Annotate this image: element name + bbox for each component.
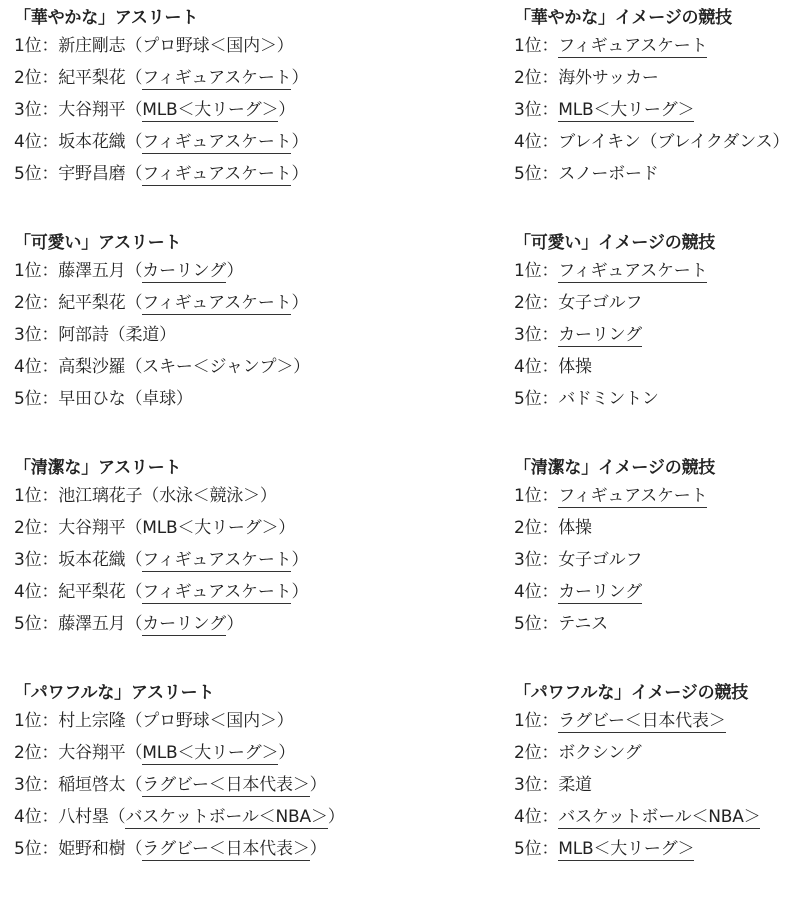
rank-suffix: 位 <box>24 518 42 538</box>
athlete-name: 阿部詩 <box>58 325 109 345</box>
sport-link[interactable]: ラグビー＜日本代表＞ <box>142 775 310 795</box>
rank-separator: ： <box>41 582 59 602</box>
rank-suffix: 位 <box>24 357 42 377</box>
rank-separator: ： <box>541 293 559 313</box>
sport-link[interactable]: フィギュアスケート <box>558 261 708 281</box>
rank-separator: ： <box>541 389 559 409</box>
close-paren: ） <box>293 357 310 377</box>
open-paren: （ <box>125 743 143 763</box>
athlete-name: 大谷翔平 <box>58 743 126 763</box>
ranking-section <box>14 681 494 906</box>
sport-link[interactable]: ラグビー＜日本代表＞ <box>142 839 310 859</box>
rank-row <box>14 544 494 576</box>
rank-separator: ： <box>541 807 559 827</box>
rank-row <box>14 512 494 544</box>
rank-suffix: 位 <box>524 293 542 313</box>
rank-row <box>514 769 802 801</box>
rank-number: 3 <box>14 550 25 570</box>
sport-link[interactable]: ラグビー＜日本代表＞ <box>558 711 726 731</box>
rank-number: 4 <box>514 132 525 152</box>
rank-number: 3 <box>514 775 525 795</box>
rank-suffix: 位 <box>524 357 542 377</box>
close-paren: ） <box>159 325 176 345</box>
athlete-name: 藤澤五月 <box>58 261 126 281</box>
athlete-name: 宇野昌磨 <box>58 164 126 184</box>
sport-name: 女子ゴルフ <box>558 293 643 313</box>
rank-number: 4 <box>514 357 525 377</box>
rank-separator: ： <box>41 357 59 377</box>
open-paren: （ <box>125 775 143 795</box>
sport-name: 体操 <box>558 357 592 377</box>
close-paren: ） <box>276 36 294 56</box>
athlete-name: 坂本花織 <box>58 550 126 570</box>
rank-separator: ： <box>541 775 559 795</box>
rank-row <box>514 544 802 576</box>
sport-link[interactable]: フィギュアスケート <box>142 582 292 602</box>
rank-row <box>14 287 494 319</box>
sport-link[interactable]: フィギュアスケート <box>142 550 292 570</box>
rank-number: 2 <box>14 68 25 88</box>
open-paren: （ <box>125 389 143 409</box>
rank-row <box>14 351 494 383</box>
rank-row <box>14 319 494 351</box>
rank-number: 2 <box>14 293 25 313</box>
sport-link[interactable]: バスケットボール＜NBA＞ <box>125 807 328 827</box>
rank-suffix: 位 <box>24 164 42 184</box>
rank-row <box>14 480 494 512</box>
athlete-name: 高梨沙羅 <box>58 357 126 377</box>
rank-separator: ： <box>541 614 559 634</box>
sport-link[interactable]: フィギュアスケート <box>142 68 292 88</box>
rank-separator: ： <box>541 132 559 152</box>
rank-row <box>514 30 802 62</box>
athlete-name: 新庄剛志 <box>58 36 126 56</box>
rank-suffix: 位 <box>524 389 542 409</box>
rank-row <box>514 383 802 415</box>
athlete-name: 紀平梨花 <box>58 68 126 88</box>
rank-number: 5 <box>14 389 25 409</box>
ranking-section <box>14 231 494 456</box>
sport-rankings-column <box>514 6 802 906</box>
rank-row <box>514 608 802 640</box>
open-paren: （ <box>108 807 126 827</box>
rank-row <box>14 576 494 608</box>
rank-number: 5 <box>514 389 525 409</box>
open-paren: （ <box>125 68 143 88</box>
sport-name: 体操 <box>558 518 592 538</box>
rank-separator: ： <box>41 486 59 506</box>
rank-number: 2 <box>514 518 525 538</box>
rank-number: 4 <box>14 357 25 377</box>
open-paren: （ <box>125 164 143 184</box>
open-paren: （ <box>125 614 143 634</box>
rank-number: 4 <box>514 807 525 827</box>
rank-number: 5 <box>14 164 25 184</box>
rank-suffix: 位 <box>24 293 42 313</box>
section-title: 「可愛い」イメージの競技 <box>514 233 716 253</box>
open-paren: （ <box>125 36 143 56</box>
rank-separator: ： <box>41 614 59 634</box>
close-paren: ） <box>291 550 309 570</box>
sport-link[interactable]: カーリング <box>142 261 227 281</box>
rank-row <box>514 512 802 544</box>
rank-number: 3 <box>14 100 25 120</box>
rank-number: 2 <box>14 743 25 763</box>
sport-name: スキー＜ジャンプ＞ <box>142 357 294 377</box>
rank-number: 1 <box>14 36 25 56</box>
sport-link[interactable]: フィギュアスケート <box>142 132 292 152</box>
rank-row <box>14 608 494 640</box>
rank-row <box>14 94 494 126</box>
rank-row <box>514 480 802 512</box>
rank-row <box>14 705 494 737</box>
rank-number: 1 <box>14 261 25 281</box>
rank-separator: ： <box>41 293 59 313</box>
rank-row <box>514 576 802 608</box>
rank-number: 5 <box>14 614 25 634</box>
open-paren: （ <box>125 261 143 281</box>
rank-row <box>514 94 802 126</box>
rank-suffix: 位 <box>24 261 42 281</box>
rank-separator: ： <box>541 743 559 763</box>
rank-suffix: 位 <box>524 711 542 731</box>
open-paren: （ <box>108 325 126 345</box>
close-paren: ） <box>226 261 244 281</box>
rank-separator: ： <box>541 100 559 120</box>
rank-suffix: 位 <box>524 807 542 827</box>
rank-number: 2 <box>514 68 525 88</box>
rank-row <box>14 62 494 94</box>
close-paren: ） <box>309 839 327 859</box>
rank-number: 3 <box>14 775 25 795</box>
rank-number: 5 <box>514 839 525 859</box>
rank-row <box>14 255 494 287</box>
rank-number: 3 <box>14 325 25 345</box>
sport-name: ボクシング <box>558 743 642 763</box>
rank-number: 1 <box>514 486 525 506</box>
rank-separator: ： <box>41 839 59 859</box>
rank-number: 4 <box>514 582 525 602</box>
sport-link[interactable]: カーリング <box>142 614 227 634</box>
sport-name: 海外サッカー <box>558 68 659 88</box>
rank-suffix: 位 <box>524 839 542 859</box>
athlete-name: 稲垣啓太 <box>58 775 126 795</box>
rank-suffix: 位 <box>524 164 542 184</box>
sport-name: テニス <box>558 614 608 634</box>
ranking-section <box>514 231 802 456</box>
close-paren: ） <box>175 389 193 409</box>
rank-separator: ： <box>541 261 559 281</box>
sport-name: 女子ゴルフ <box>558 550 643 570</box>
rank-suffix: 位 <box>24 325 42 345</box>
rank-row <box>14 737 494 769</box>
open-paren: （ <box>125 100 143 120</box>
section-title: 「清潔な」イメージの競技 <box>514 458 716 478</box>
rank-separator: ： <box>541 357 559 377</box>
section-title: 「華やかな」アスリート <box>14 8 199 28</box>
rank-number: 1 <box>514 36 525 56</box>
close-paren: ） <box>278 743 296 763</box>
rank-suffix: 位 <box>24 550 42 570</box>
rank-separator: ： <box>41 100 59 120</box>
sport-name: バドミントン <box>558 389 659 409</box>
rank-suffix: 位 <box>524 486 542 506</box>
rank-suffix: 位 <box>524 775 542 795</box>
rank-separator: ： <box>541 550 559 570</box>
rank-suffix: 位 <box>524 132 542 152</box>
rank-suffix: 位 <box>524 582 542 602</box>
sport-link[interactable]: フィギュアスケート <box>558 36 708 56</box>
rank-row <box>14 833 494 865</box>
sport-name: ブレイキン（ブレイクダンス） <box>558 132 790 152</box>
open-paren: （ <box>125 550 143 570</box>
rank-separator: ： <box>541 711 559 731</box>
rank-number: 5 <box>14 839 25 859</box>
rank-separator: ： <box>41 389 59 409</box>
section-title: 「華やかな」イメージの競技 <box>514 8 732 28</box>
rank-number: 2 <box>14 518 25 538</box>
rank-row <box>14 801 494 833</box>
athlete-name: 紀平梨花 <box>58 582 126 602</box>
rank-number: 1 <box>514 261 525 281</box>
rank-separator: ： <box>41 807 59 827</box>
rank-row <box>14 30 494 62</box>
rank-separator: ： <box>541 839 559 859</box>
rank-row <box>514 737 802 769</box>
rank-separator: ： <box>41 68 59 88</box>
sport-name: スノーボード <box>558 164 659 184</box>
rank-separator: ： <box>41 132 59 152</box>
rank-row <box>514 158 802 190</box>
close-paren: ） <box>291 582 309 602</box>
close-paren: ） <box>291 293 309 313</box>
rank-row <box>514 255 802 287</box>
rank-separator: ： <box>541 518 559 538</box>
sport-link[interactable]: MLB＜大リーグ＞ <box>558 839 695 859</box>
rank-row <box>514 126 802 158</box>
rank-number: 1 <box>14 486 25 506</box>
rank-suffix: 位 <box>24 389 42 409</box>
open-paren: （ <box>125 357 143 377</box>
sport-name: プロ野球＜国内＞ <box>142 711 277 731</box>
rank-suffix: 位 <box>24 486 42 506</box>
rank-number: 1 <box>514 711 525 731</box>
athlete-name: 八村塁 <box>58 807 109 827</box>
rank-separator: ： <box>41 743 59 763</box>
close-paren: ） <box>278 100 296 120</box>
sport-name: 水泳＜競泳＞ <box>159 486 260 506</box>
ranking-section <box>514 681 802 906</box>
sport-link[interactable]: カーリング <box>558 582 642 602</box>
open-paren: （ <box>125 839 143 859</box>
section-title: 「可愛い」アスリート <box>14 233 182 253</box>
sport-name: 卓球 <box>142 389 176 409</box>
rank-suffix: 位 <box>24 743 42 763</box>
rank-suffix: 位 <box>524 36 542 56</box>
athlete-name: 池江璃花子 <box>58 486 143 506</box>
rank-row <box>514 833 802 865</box>
rank-row <box>514 801 802 833</box>
rank-number: 4 <box>14 582 25 602</box>
rank-separator: ： <box>41 164 59 184</box>
open-paren: （ <box>125 293 143 313</box>
rank-suffix: 位 <box>24 132 42 152</box>
rank-row <box>514 319 802 351</box>
section-title: 「パワフルな」イメージの競技 <box>514 683 749 703</box>
athlete-name: 姫野和樹 <box>58 839 126 859</box>
athlete-name: 坂本花織 <box>58 132 126 152</box>
open-paren: （ <box>125 518 143 538</box>
rank-separator: ： <box>541 582 559 602</box>
close-paren: ） <box>259 486 277 506</box>
rank-separator: ： <box>41 775 59 795</box>
rank-separator: ： <box>541 68 559 88</box>
sport-name: プロ野球＜国内＞ <box>142 36 277 56</box>
rank-row <box>14 383 494 415</box>
section-title: 「パワフルな」アスリート <box>14 683 215 703</box>
rank-suffix: 位 <box>24 711 42 731</box>
rank-suffix: 位 <box>24 839 42 859</box>
ranking-section <box>514 456 802 681</box>
rank-suffix: 位 <box>524 261 542 281</box>
rank-suffix: 位 <box>24 775 42 795</box>
rank-number: 5 <box>514 614 525 634</box>
sport-link[interactable]: カーリング <box>558 325 642 345</box>
rank-number: 3 <box>514 100 525 120</box>
athlete-name: 大谷翔平 <box>58 100 126 120</box>
rank-separator: ： <box>541 486 559 506</box>
sport-link[interactable]: バスケットボール＜NBA＞ <box>558 807 761 827</box>
rank-suffix: 位 <box>24 100 42 120</box>
sport-name: 柔道 <box>125 325 160 345</box>
rank-number: 4 <box>14 132 25 152</box>
close-paren: ） <box>291 132 309 152</box>
rank-suffix: 位 <box>24 582 42 602</box>
rank-separator: ： <box>41 711 59 731</box>
athlete-rankings-column <box>14 6 494 906</box>
athlete-name: 紀平梨花 <box>58 293 126 313</box>
ranking-section <box>14 6 494 231</box>
rank-suffix: 位 <box>524 68 542 88</box>
close-paren: ） <box>278 518 296 538</box>
rank-separator: ： <box>541 164 559 184</box>
close-paren: ） <box>276 711 294 731</box>
rank-number: 3 <box>514 325 525 345</box>
sport-link[interactable]: フィギュアスケート <box>558 486 708 506</box>
sport-name: 柔道 <box>558 775 592 795</box>
close-paren: ） <box>291 68 309 88</box>
rank-suffix: 位 <box>24 614 42 634</box>
ranking-section <box>14 456 494 681</box>
rank-number: 3 <box>514 550 525 570</box>
rank-number: 4 <box>14 807 25 827</box>
close-paren: ） <box>226 614 244 634</box>
rank-suffix: 位 <box>24 807 42 827</box>
rank-row <box>514 351 802 383</box>
rank-separator: ： <box>41 550 59 570</box>
rank-separator: ： <box>541 325 559 345</box>
rank-separator: ： <box>41 325 59 345</box>
rank-suffix: 位 <box>24 36 42 56</box>
rank-row <box>514 705 802 737</box>
rank-suffix: 位 <box>524 325 542 345</box>
rank-number: 2 <box>514 293 525 313</box>
rank-suffix: 位 <box>524 550 542 570</box>
open-paren: （ <box>125 711 143 731</box>
sport-link[interactable]: MLB＜大リーグ＞ <box>558 100 695 120</box>
rank-separator: ： <box>41 36 59 56</box>
open-paren: （ <box>125 132 143 152</box>
close-paren: ） <box>291 164 309 184</box>
rank-suffix: 位 <box>524 100 542 120</box>
rank-row <box>14 769 494 801</box>
open-paren: （ <box>142 486 160 506</box>
ranking-section <box>514 6 802 231</box>
athlete-name: 大谷翔平 <box>58 518 126 538</box>
athlete-name: 村上宗隆 <box>58 711 126 731</box>
sport-link[interactable]: MLB＜大リーグ＞ <box>142 100 279 120</box>
sport-link[interactable]: MLB＜大リーグ＞ <box>142 743 279 763</box>
rank-separator: ： <box>41 261 59 281</box>
sport-link[interactable]: フィギュアスケート <box>142 293 292 313</box>
rank-row <box>514 287 802 319</box>
rank-number: 2 <box>514 743 525 763</box>
rank-row <box>14 158 494 190</box>
rank-separator: ： <box>541 36 559 56</box>
athlete-name: 藤澤五月 <box>58 614 126 634</box>
rank-row <box>14 126 494 158</box>
rank-suffix: 位 <box>524 614 542 634</box>
rank-row <box>514 62 802 94</box>
sport-link[interactable]: フィギュアスケート <box>142 164 292 184</box>
athlete-name: 早田ひな <box>58 389 126 409</box>
rank-separator: ： <box>41 518 59 538</box>
close-paren: ） <box>309 775 327 795</box>
rank-suffix: 位 <box>524 518 542 538</box>
sport-name: MLB＜大リーグ＞ <box>142 518 279 538</box>
rank-suffix: 位 <box>524 743 542 763</box>
section-title: 「清潔な」アスリート <box>14 458 182 478</box>
rank-suffix: 位 <box>24 68 42 88</box>
rank-number: 1 <box>14 711 25 731</box>
open-paren: （ <box>125 582 143 602</box>
rank-number: 5 <box>514 164 525 184</box>
close-paren: ） <box>327 807 345 827</box>
